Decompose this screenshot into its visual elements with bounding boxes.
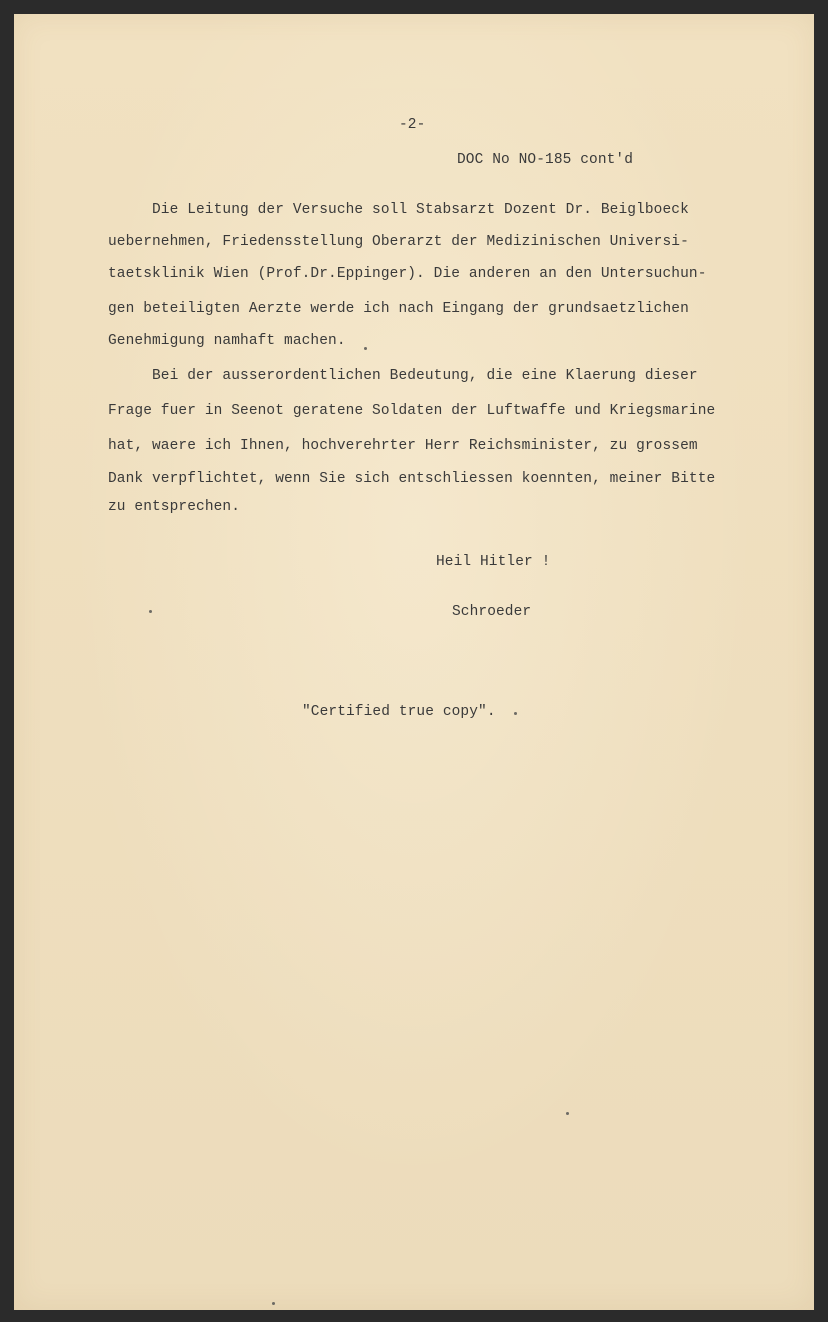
body-line: Bei der ausserordentlichen Bedeutung, die eine Klaerung dieser xyxy=(152,368,698,384)
document-reference: DOC No NO-185 cont'd xyxy=(457,152,634,168)
paper-speck xyxy=(364,347,367,350)
certification-note: "Certified true copy". xyxy=(302,704,496,720)
paper-speck xyxy=(514,712,517,715)
body-line: uebernehmen, Friedensstellung Oberarzt der Medizinischen Universi- xyxy=(108,234,689,250)
body-line: Dank verpflichtet, wenn Sie sich entschliessen koennten, meiner Bitte xyxy=(108,471,716,487)
paper-speck xyxy=(566,1112,569,1115)
paper-speck xyxy=(272,1302,275,1305)
body-line: gen beteiligten Aerzte werde ich nach Eingang der grundsaetzlichen xyxy=(108,301,689,317)
signature-name: Schroeder xyxy=(452,604,532,620)
body-line: Die Leitung der Versuche soll Stabsarzt Dozent Dr. Beiglboeck xyxy=(152,202,689,218)
page-number: -2- xyxy=(399,117,426,133)
body-line: Genehmigung namhaft machen. xyxy=(108,333,346,349)
body-line: taetsklinik Wien (Prof.Dr.Eppinger). Die anderen an den Untersuchun- xyxy=(108,266,707,282)
paper-speck xyxy=(149,610,152,613)
body-line: Frage fuer in Seenot geratene Soldaten der Luftwaffe und Kriegsmarine xyxy=(108,403,716,419)
closing-salutation: Heil Hitler ! xyxy=(436,554,551,570)
body-line: zu entsprechen. xyxy=(108,499,241,515)
body-line: hat, waere ich Ihnen, hochverehrter Herr Reichsminister, zu grossem xyxy=(108,438,698,454)
paper-sheet xyxy=(14,14,814,1310)
